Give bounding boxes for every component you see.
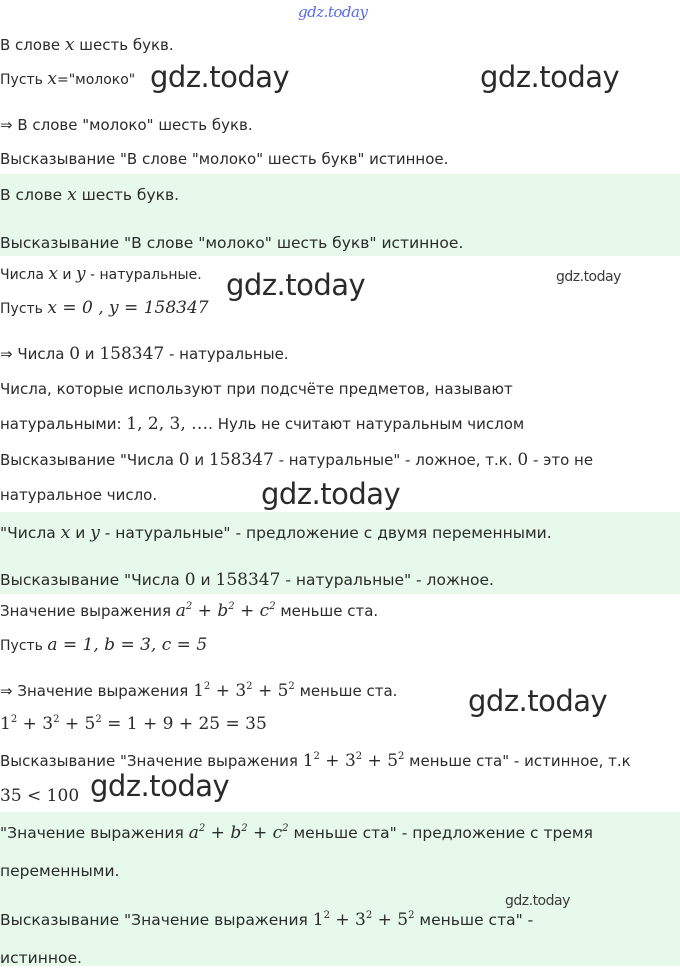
watermark: gdz.today bbox=[261, 477, 401, 511]
text-line: Высказывание "Числа 0 и 158347 - натуральные" - ложное. bbox=[0, 570, 494, 590]
text-line: Высказывание "Значение выражения $1^2 + 3^2 + 5^2$ меньше ста" - истинное, т.к bbox=[0, 751, 631, 771]
watermark: gdz.today bbox=[556, 269, 621, 285]
text-line: "Числа x и y - натуральные" - предложение с двумя переменными. bbox=[0, 523, 552, 543]
implies-icon: ⇒ bbox=[0, 345, 13, 363]
watermark: gdz.today bbox=[505, 893, 570, 909]
text-line: Высказывание "В слове "молоко" шесть букв" истинное. bbox=[0, 234, 464, 252]
text-line: ⇒ Числа 0 и 158347 - натуральные. bbox=[0, 344, 289, 364]
text-line: В слове x шесть букв. bbox=[0, 35, 174, 55]
text-line: натуральное число. bbox=[0, 486, 158, 504]
text-line: Высказывание "Значение выражения $1^2 + 3^2 + 5^2$ меньше ста" - bbox=[0, 910, 534, 930]
text-line: Высказывание "Числа 0 и 158347 - натуральные" - ложное, т.к. 0 - это не bbox=[0, 450, 594, 470]
watermark: gdz.today bbox=[480, 60, 620, 94]
answer-box bbox=[0, 512, 680, 594]
text-line: Высказывание "В слове "молоко" шесть букв" истинное. bbox=[0, 150, 449, 168]
text-line: Значение выражения $a^2 + b^2 + c^2$ меньше ста. bbox=[0, 601, 379, 621]
text-line: Пусть x = 0 , y = 158347 bbox=[0, 298, 209, 318]
answer-box bbox=[0, 812, 680, 966]
text-line: Числа x и y - натуральные. bbox=[0, 264, 202, 284]
text-line: "Значение выражения $a^2 + b^2 + c^2$ меньше ста" - предложение с тремя bbox=[0, 823, 593, 843]
implies-icon: ⇒ bbox=[0, 682, 13, 700]
watermark: gdz.today bbox=[226, 268, 366, 302]
watermark-top: gdz.today bbox=[298, 3, 368, 21]
implies-icon: ⇒ bbox=[0, 116, 13, 134]
text-line: натуральными: 1, 2, 3, …. Нуль не считают натуральным числом bbox=[0, 414, 525, 434]
text-line: переменными. bbox=[0, 862, 120, 880]
text-line: $1^2 + 3^2 + 5^2 = 1 + 9 + 25 = 35$ bbox=[0, 714, 267, 734]
answer-box bbox=[0, 174, 680, 256]
text-line: Пусть a = 1, b = 3, c = 5 bbox=[0, 635, 208, 655]
text-line: ⇒ Значение выражения $1^2 + 3^2 + 5^2$ меньше ста. bbox=[0, 681, 398, 701]
watermark: gdz.today bbox=[468, 684, 608, 718]
text-line: Пусть x="молоко" bbox=[0, 69, 136, 89]
text-line: ⇒ В слове "молоко" шесть букв. bbox=[0, 116, 253, 134]
text-line: 35 < 100 bbox=[0, 786, 80, 806]
text-line: В слове x шесть букв. bbox=[0, 185, 180, 205]
watermark: gdz.today bbox=[150, 60, 290, 94]
watermark: gdz.today bbox=[90, 769, 230, 803]
text-line: истинное. bbox=[0, 949, 82, 967]
text-line: Числа, которые используют при подсчёте предметов, называют bbox=[0, 380, 513, 398]
